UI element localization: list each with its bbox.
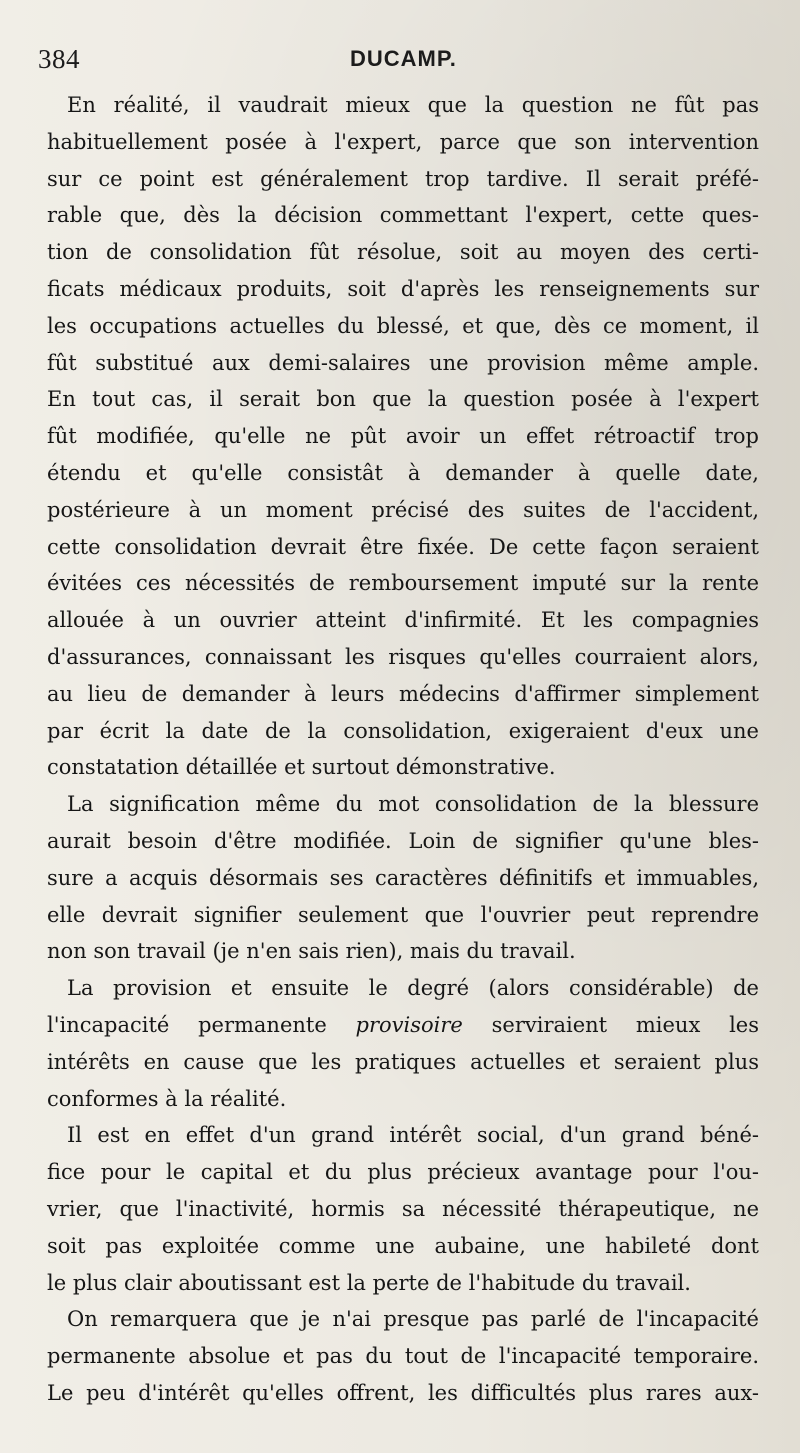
page-header <box>38 40 758 76</box>
text-line: par écrit la date de la consolidation, exigeraient d'eux une <box>47 718 759 743</box>
text-line: cette consolidation devrait être fixée. De cette façon seraient <box>47 534 759 559</box>
body-text <box>47 87 759 1412</box>
text-line: constatation détaillée et surtout démonstrative. <box>47 755 556 780</box>
running-head: DUCAMP. <box>350 46 457 71</box>
text-line: d'assurances, connaissant les risques qu'elles courraient alors, <box>47 644 759 669</box>
text-segment: serviraient mieux les <box>491 1012 759 1037</box>
page-number: 384 <box>38 44 80 74</box>
text-line: tion de consolidation fût résolue, soit au moyen des certi- <box>47 240 759 265</box>
text-line: au lieu de demander à leurs médecins d'affirmer simplement <box>47 681 759 706</box>
text-line: non son travail (je n'en sais rien), mais du travail. <box>47 939 576 964</box>
text-line: postérieure à un moment précisé des suites de l'accident, <box>47 497 759 522</box>
text-line: Le peu d'intérêt qu'elles offrent, les difficultés plus rares aux- <box>47 1380 759 1405</box>
text-line: En réalité, il vaudrait mieux que la question ne fût pas <box>67 93 759 117</box>
text-line: ficats médicaux produits, soit d'après les renseignements sur <box>47 276 759 301</box>
text-line: rable que, dès la décision commettant l'expert, cette ques- <box>47 203 759 228</box>
text-line: sur ce point est généralement trop tardive. Il serait préfé- <box>47 166 759 191</box>
text-line: étendu et qu'elle consistât à demander à quelle date, <box>47 460 759 485</box>
text-line: elle devrait signifier seulement que l'ouvrier peut reprendre <box>47 902 759 927</box>
text-line: le plus clair aboutissant est la perte de l'habitude du travail. <box>47 1270 691 1295</box>
text-line-with-italic <box>47 1007 759 1044</box>
text-line: les occupations actuelles du blessé, et que, dès ce moment, il <box>47 313 759 338</box>
italic-word: provisoire <box>355 1012 463 1037</box>
text-line: sure a acquis désormais ses caractères définitifs et immuables, <box>47 865 759 890</box>
text-line: fût modifiée, qu'elle ne pût avoir un effet rétroactif trop <box>47 424 759 449</box>
text-line: On remarquera que je n'ai presque pas parlé de l'incapacité <box>67 1307 759 1332</box>
text-line: La provision et ensuite le degré (alors considérable) de <box>67 976 759 1001</box>
text-line: conformes à la réalité. <box>47 1086 287 1111</box>
text-line: La signification même du mot consolidation de la blessure <box>67 792 759 817</box>
text-line: Il est en effet d'un grand intérêt social, d'un grand béné- <box>67 1123 759 1148</box>
text-line: intérêts en cause que les pratiques actuelles et seraient plus <box>47 1049 759 1074</box>
text-segment: l'incapacité permanente <box>47 1012 327 1037</box>
text-line: évitées ces nécessités de remboursement imputé sur la rente <box>47 571 759 596</box>
text-line: permanente absolue et pas du tout de l'incapacité temporaire. <box>47 1344 759 1369</box>
text-line: fût substitué aux demi-salaires une provision même ample. <box>47 350 759 375</box>
text-line: habituellement posée à l'expert, parce que son intervention <box>47 129 759 154</box>
text-line: vrier, que l'inactivité, hormis sa nécessité thérapeutique, ne <box>47 1196 759 1221</box>
text-line: allouée à un ouvrier atteint d'infirmité. Et les compagnies <box>47 608 759 633</box>
text-line: soit pas exploitée comme une aubaine, une habileté dont <box>47 1233 759 1258</box>
text-line: fice pour le capital et du plus précieux avantage pour l'ou- <box>47 1160 759 1185</box>
text-line: aurait besoin d'être modifiée. Loin de signifier qu'une bles- <box>47 828 759 853</box>
text-line: En tout cas, il serait bon que la question posée à l'expert <box>47 387 759 412</box>
